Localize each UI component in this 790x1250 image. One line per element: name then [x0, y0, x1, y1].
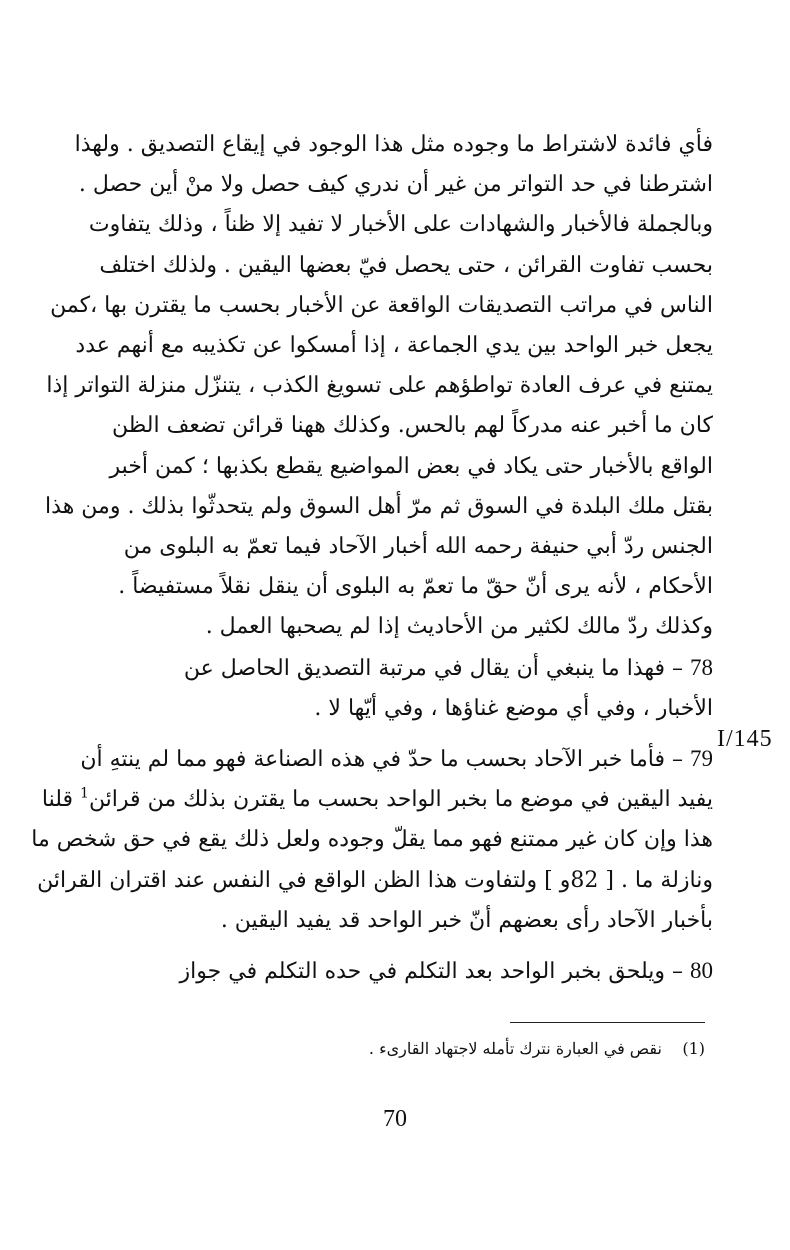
text-line: الأحكام ، لأنه يرى أنّ حقّ ما تعمّ به البلوى أن ينقل نقلاً مستفيضاً . — [118, 574, 713, 600]
text-line: يجعل خبر الواحد بين يدي الجماعة ، إذا أمسكوا عن تكذيبه مع أنهم عدد — [75, 333, 713, 359]
main-text — [31, 125, 713, 992]
text-line — [41, 780, 713, 820]
paragraph-80 — [98, 951, 713, 992]
text-run: قلنا — [41, 787, 81, 813]
text-run: – ويلحق بخبر الواحد بعد التكلم في حده التكلم في جواز — [179, 959, 690, 985]
paragraph-79 — [31, 739, 713, 941]
text-run: ولتفاوت هذا الظن الواقع في النفس عند اقتران القرائن — [37, 867, 545, 893]
text-line: الواقع بالأخبار حتى يكاد في بعض المواضيع يقطع بكذبها ؛ كمن أخبر — [109, 453, 713, 479]
text-line: بحسب تفاوت القرائن ، حتى يحصل فيّ بعضها اليقين . ولذلك اختلف — [99, 252, 713, 278]
paragraph-number: 79 — [690, 746, 713, 772]
text-run: – فهذا ما ينبغي أن يقال في مرتبة التصديق الحاصل عن — [183, 655, 690, 681]
footnote-text: نقص في العبارة نترك تأمله لاجتهاد القارىء . — [368, 1039, 662, 1058]
text-line: الناس في مراتب التصديقات الواقعة عن الأخبار بحسب ما يقترن بها ،كمن — [50, 292, 713, 318]
footnote-reference[interactable]: 1 — [80, 785, 89, 802]
text-run: ونازلة ما . — [613, 867, 713, 893]
folio-marker: [ 82و ] — [544, 867, 614, 893]
paragraph-number: 80 — [690, 958, 713, 984]
text-line: وكذلك ردّ مالك لكثير من الأحاديث إذا لم يصحبها العمل . — [205, 614, 713, 640]
footnote — [300, 1036, 705, 1062]
text-run: – فأما خبر الآحاد بحسب ما حدّ في هذه الصناعة فهو مما لم ينتهِ أن — [80, 747, 690, 773]
text-line: بقتل ملك البلدة في السوق ثم مرّ أهل السوق ولم يتحدثّوا بذلك . ومن هذا — [45, 493, 713, 519]
paragraph-78 — [98, 648, 713, 729]
text-line: وبالجملة فالأخبار والشهادات على الأخبار لا تفيد إلا ظناً ، وذلك يتفاوت — [88, 212, 713, 238]
text-line — [98, 951, 713, 992]
paragraph-1 — [45, 125, 713, 648]
footnote-marker: (1) — [682, 1039, 705, 1058]
text-line: فأي فائدة لاشتراط ما وجوده مثل هذا الوجود في إيقاع التصديق . ولهذا — [74, 132, 713, 157]
text-line: يمتنع في عرف العادة تواطؤهم على تسويغ الكذب ، يتنزّل منزلة التواتر إذا — [46, 373, 713, 399]
text-run: يفيد اليقين في موضع ما بخبر الواحد بحسب ما يقترن بذلك من قرائن — [88, 787, 713, 813]
footnote-divider — [510, 1022, 705, 1023]
margin-reference: I/145 — [717, 726, 773, 752]
text-line — [98, 648, 713, 689]
paragraph-number: 78 — [690, 654, 713, 680]
text-line — [37, 861, 713, 901]
text-line — [80, 739, 713, 780]
text-line: اشترطنا في حد التواتر من غير أن ندري كيف حصل ولا منْ أين حصل . — [78, 172, 713, 198]
text-line: هذا وإن كان غير ممتنع فهو مما يقلّ وجوده ولعل ذلك يقع في حق شخص ما — [31, 827, 713, 853]
page-number: 70 — [383, 1106, 407, 1132]
text-line: بأخبار الآحاد رأى بعضهم أنّ خبر الواحد قد يفيد اليقين . — [220, 907, 713, 933]
text-line: الجنس ردّ أبي حنيفة رحمه الله أخبار الآحاد فيما تعمّ به البلوى من — [123, 534, 713, 560]
text-line: الأخبار ، وفي أي موضع غناؤها ، وفي أيّها لا . — [314, 695, 713, 721]
footnote-spacer — [667, 1039, 677, 1058]
text-line: كان ما أخبر عنه مدركاً لهم بالحس. وكذلك ههنا قرائن تضعف الظن — [112, 413, 713, 439]
